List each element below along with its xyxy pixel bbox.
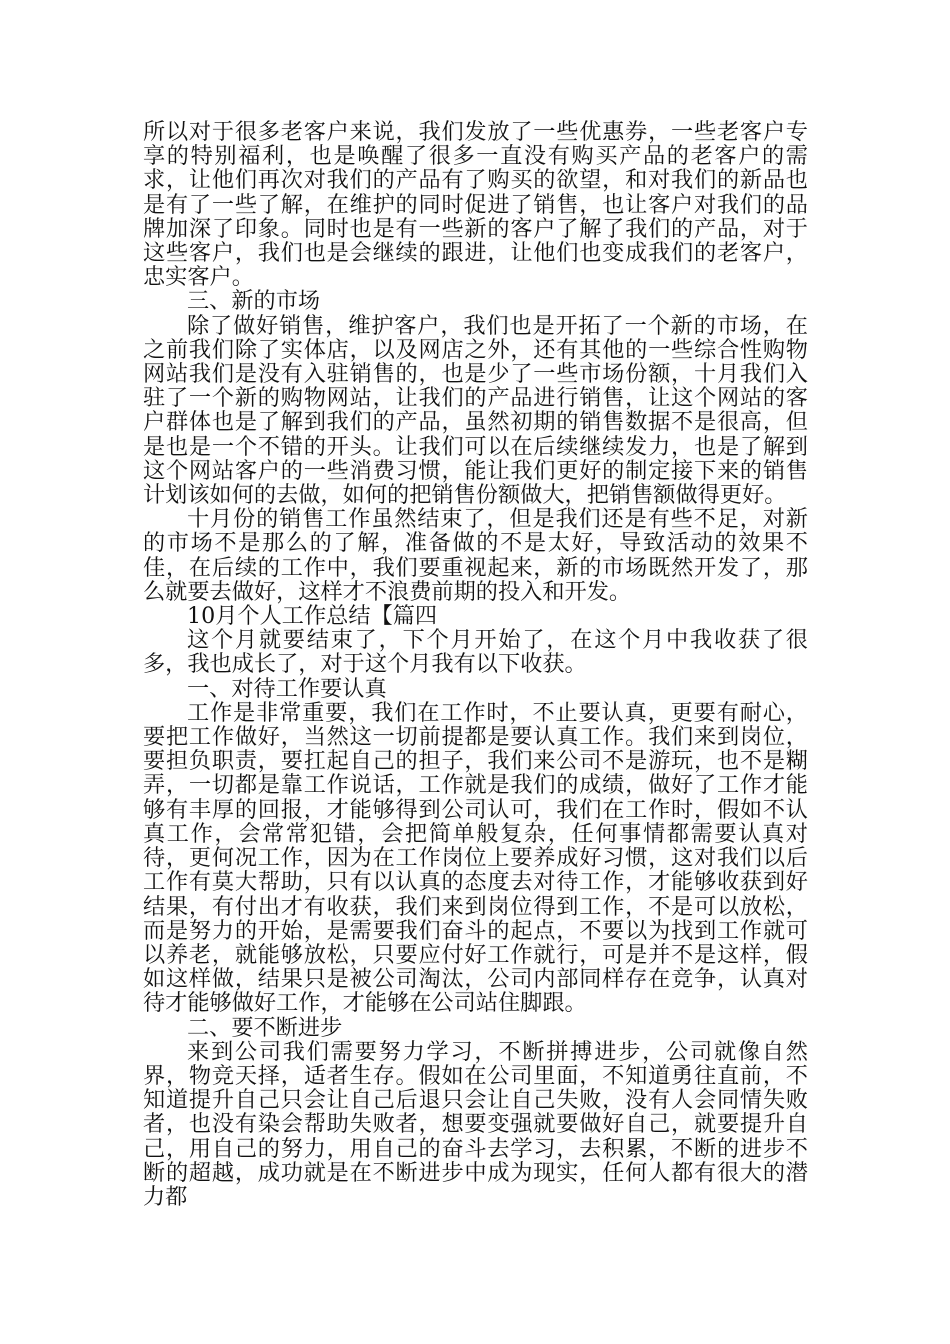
section-heading: 三、新的市场 — [187, 288, 321, 315]
body-paragraph: 十月份的销售工作虽然结束了，但是我们还是有些不足，对新的市场不是那么的了解，准备做的不是太好，导致活动的效果不佳，在后续的工作中，我们要重视起来，新的市场既然开发了，那么就要去做好，这样才不浪费前期的投入和开发。 — [143, 506, 808, 605]
body-paragraph: 这个月就要结束了，下个月开始了，在这个月中我收获了很多，我也成长了，对于这个月我有以下收获。 — [143, 627, 808, 678]
section-heading: 一、对待工作要认真 — [187, 675, 387, 702]
body-paragraph: 来到公司我们需要努力学习，不断拼搏进步，公司就像自然界，物竞天择，适者生存。假如在公司里面，不知道勇往直前，不知道提升自己只会让自己后退只会让自己失败，没有人会同情失败者，也没有染会帮助失败者，想要变强就要做好自己，就要提升自己，用自己的努力，用自己的奋斗去学习，去积累，不断的进步不断的超越，成功就是在不断进步中成为现实，任何人都有很大的潜力都 — [143, 1038, 808, 1210]
document-page — [143, 120, 808, 1209]
body-paragraph: 所以对于很多老客户来说，我们发放了一些优惠券，一些老客户专享的特别福利，也是唤醒了很多一直没有购买产品的老客户的需求，让他们再次对我们的产品有了购买的欲望，和对我们的新品也是有了一些了解，在维护的同时促进了销售，也让客户对我们的品牌加深了印象。同时也是有一些新的客户了解了我们的产品，对于这些客户，我们也是会继续的跟进，让他们也变成我们的老客户，忠实客户。 — [143, 119, 808, 291]
body-paragraph: 工作是非常重要，我们在工作时，不止要认真，更要有耐心，要把工作做好，当然这一切前提都是要认真工作。我们来到岗位，要担负职责，要扛起自己的担子，我们来公司不是游玩，也不是糊弄，一切都是靠工作说话，工作就是我们的成绩，做好了工作才能够有丰厚的回报，才能够得到公司认可，我们在工作时，假如不认真工作，会常常犯错，会把简单般复杂，任何事情都需要认真对待，更何况工作，因为在工作岗位上要养成好习惯，这对我们以后工作有莫大帮助，只有以认真的态度去对待工作，才能够收获到好结果，有付出才有收获，我们来到岗位得到工作，不是可以放松，而是努力的开始，是需要我们奋斗的起点，不要以为找到工作就可以养老，就能够放松，只要应付好工作就行，可是并不是这样，假如这样做，结果只是被公司淘汰，公司内部同样存在竞争，认真对待才能够做好工作，才能够在公司站住脚跟。 — [143, 699, 808, 1017]
section-heading: 10月个人工作总结【篇四 — [187, 603, 438, 630]
section-heading: 二、要不断进步 — [187, 1014, 343, 1041]
body-paragraph: 除了做好销售，维护客户，我们也是开拓了一个新的市场，在之前我们除了实体店，以及网店之外，还有其他的一些综合性购物网站我们是没有入驻销售的，也是少了一些市场份额，十月我们入驻了一个新的购物网站，让我们的产品进行销售，让这个网站的客户群体也是了解到我们的产品，虽然初期的销售数据不是很高，但是也是一个不错的开头。让我们可以在后续继续发力，也是了解到这个网站客户的一些消费习惯，能让我们更好的制定接下来的销售计划该如何的去做，如何的把销售份额做大，把销售额做得更好。 — [143, 312, 808, 509]
